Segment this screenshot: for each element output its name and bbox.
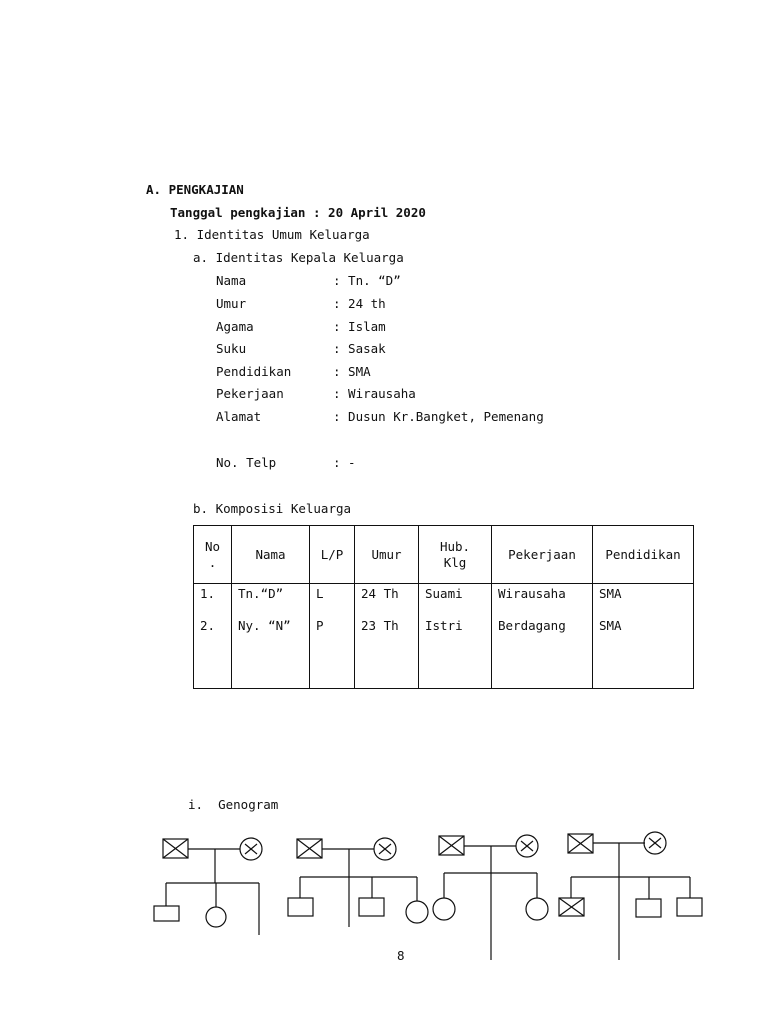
identity-label-telp: No. Telp xyxy=(216,455,277,470)
head-of-family-heading: a. Identitas Kepala Keluarga xyxy=(193,250,404,265)
identity-value-umur: : 24 th xyxy=(333,296,386,311)
deceased-female-icon xyxy=(644,832,666,854)
deceased-female-icon xyxy=(516,835,538,857)
deceased-female-icon xyxy=(374,838,396,860)
male-child-icon xyxy=(677,898,702,916)
identity-value-agama: : Islam xyxy=(333,319,386,334)
deceased-male-icon xyxy=(439,836,464,855)
cell-pendidikan: SMA xyxy=(593,584,694,617)
identity-label-pekerjaan: Pekerjaan xyxy=(216,386,284,401)
cell-lp: L xyxy=(310,584,355,617)
cell-no: 1. xyxy=(194,584,232,617)
table-header-row xyxy=(194,526,694,584)
identity-value-pekerjaan: : Wirausaha xyxy=(333,386,416,401)
identity-label-nama: Nama xyxy=(216,273,247,288)
section-heading: A. PENGKAJIAN xyxy=(146,182,244,197)
cell-hub-klg: Suami xyxy=(419,584,492,617)
column-header-nama: Nama xyxy=(232,526,310,584)
cell-nama: Ny. “N” xyxy=(232,616,310,648)
genogram-heading: i. Genogram xyxy=(188,797,279,812)
male-child-icon xyxy=(288,898,313,916)
identity-label-umur: Umur xyxy=(216,296,247,311)
cell-no: 2. xyxy=(194,616,232,648)
identity-label-alamat: Alamat xyxy=(216,409,262,424)
identity-label-pendidikan: Pendidikan xyxy=(216,364,292,379)
assessment-date: Tanggal pengkajian : 20 April 2020 xyxy=(170,205,426,220)
column-header-pekerjaan: Pekerjaan xyxy=(492,526,593,584)
cell-umur: 24 Th xyxy=(355,584,419,617)
deceased-male-icon xyxy=(297,839,322,858)
male-child-icon xyxy=(154,906,179,921)
deceased-male-child-icon xyxy=(559,898,584,916)
identity-label-suku: Suku xyxy=(216,341,247,356)
column-header-lp: L/P xyxy=(310,526,355,584)
identity-value-alamat: : Dusun Kr.Bangket, Pemenang xyxy=(333,409,544,424)
female-child-icon xyxy=(206,907,226,927)
female-child-icon xyxy=(433,898,455,920)
identity-value-telp: : - xyxy=(333,455,356,470)
female-child-icon xyxy=(526,898,548,920)
deceased-male-icon xyxy=(568,834,593,853)
cell-umur: 23 Th xyxy=(355,616,419,648)
family-4-group xyxy=(559,832,702,960)
identity-value-pendidikan: : SMA xyxy=(333,364,371,379)
cell-pekerjaan: Wirausaha xyxy=(492,584,593,617)
identity-value-nama: : Tn. “D” xyxy=(333,273,401,288)
identity-value-suku: : Sasak xyxy=(333,341,386,356)
cell-hub-klg: Istri xyxy=(419,616,492,648)
family-1-group xyxy=(154,838,262,935)
cell-nama: Tn.“D” xyxy=(232,584,310,617)
identity-label-agama: Agama xyxy=(216,319,254,334)
male-child-icon xyxy=(636,899,661,917)
page-number: 8 xyxy=(397,948,405,963)
female-child-icon xyxy=(406,901,428,923)
table-row xyxy=(194,616,694,648)
column-header-hub-klg: Hub. Klg xyxy=(419,526,492,584)
family-composition-table xyxy=(193,525,694,689)
male-child-icon xyxy=(359,898,384,916)
cell-pekerjaan: Berdagang xyxy=(492,616,593,648)
cell-lp: P xyxy=(310,616,355,648)
column-header-umur: Umur xyxy=(355,526,419,584)
family-2-group xyxy=(288,838,428,927)
table-row xyxy=(194,584,694,617)
family-composition-heading: b. Komposisi Keluarga xyxy=(193,501,352,516)
table-empty-row xyxy=(194,648,694,689)
deceased-female-icon xyxy=(240,838,262,860)
family-3-group xyxy=(433,835,548,960)
column-header-no: No . xyxy=(194,526,232,584)
column-header-pendidikan: Pendidikan xyxy=(593,526,694,584)
deceased-male-icon xyxy=(163,839,188,858)
general-identity-heading: 1. Identitas Umum Keluarga xyxy=(174,227,370,242)
cell-pendidikan: SMA xyxy=(593,616,694,648)
genogram-diagram xyxy=(0,820,768,970)
